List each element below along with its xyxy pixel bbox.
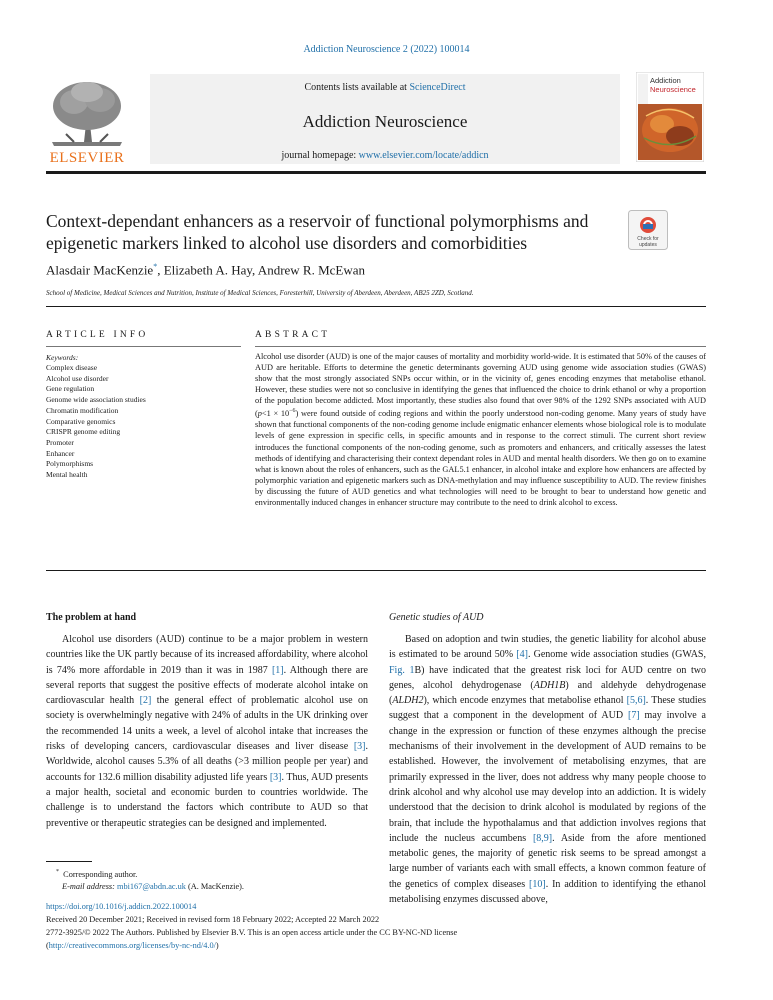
article-info-heading: ARTICLE INFO <box>46 330 149 340</box>
citation-link[interactable]: [7] <box>627 710 640 722</box>
affiliation: School of Medicine, Medical Sciences and Nutrition, Institute of Medical Sciences, Foresterhill, University of Aberdeen, Aberdeen, AB25 2ZD, Scotland. <box>46 289 474 297</box>
section-heading: The problem at hand <box>46 612 137 623</box>
journal-cover-thumbnail <box>636 72 704 162</box>
footnote <box>46 866 244 893</box>
keyword: Polymorphisms <box>46 459 94 469</box>
keyword: Complex disease <box>46 363 98 372</box>
elsevier-logo <box>46 72 128 168</box>
elsevier-wordmark: ELSEVIER <box>49 150 125 166</box>
abstract-text: Alcohol use disorder (AUD) is one of the major causes of mortality and morbidity world-wide. It is estimated that 50% of the causes of AUD are heritable. Efforts to determine the genetic determinants governing AUD using genome wide association studies (GWAS) show that the most strongly associated SNPs occur within, or in the vicinity of, genes encoding enzymes that metabolise ethanol. However, these studies were not so conclusive in identifying the genes that influenced the choice to drink ethanol or why a proportion of the population become addicted. Most importantly, these studies also found that over 98% of the 1292 SNPs associated with AUD $(p<1 \times 10^{-6})$ were found outside of coding regions and within the poorly understood non-coding genome. Many years of study have shown that functional components of the non-coding genome include enigmatic enhancer elements whose biological role is to modulate levels of gene expression in specific cells, in specific amounts and in response to the correct stimuli. The current short review introduces the functional components of the non-coding genome, such as promoters and enhancers, and critically assesses the latest methods of identifying and characterising their context dependant roles in AUD and mental health disorders. We then go on to examine what is known about the roles of enhancers, such as the GAL5.1 enhancer, in alcohol intake and explore how enhancers are affected by polymorphic variation and epigenetic markers such as DNA-methylation and may influence susceptibility to AUD. The review finishes by discussing the future of AUD genetics and what technologies will need to be brought to bear to understand how genetic and environmentally induced changes in enhancer structure may contribute to the need to drink alcohol to excess. <box>255 352 707 507</box>
figure-link[interactable]: Fig. 1 <box>389 664 415 676</box>
divider <box>46 570 706 571</box>
corresponding-author-mark[interactable]: * <box>153 262 158 271</box>
citation-link[interactable]: [5,6] <box>626 695 646 707</box>
citation-link[interactable]: [8,9] <box>532 832 553 844</box>
header-rule <box>46 171 706 174</box>
keyword: Chromatin modification <box>46 405 119 415</box>
homepage-prefix: journal homepage: <box>281 150 359 161</box>
publication-info <box>46 900 457 952</box>
corresponding-note: * Corresponding author. <box>56 869 138 879</box>
keyword: Enhancer <box>46 448 75 458</box>
doi-link[interactable]: https://doi.org/10.1016/j.addicn.2022.100014 <box>46 902 197 911</box>
citation-link[interactable]: [10] <box>529 878 546 890</box>
footnote-rule <box>46 861 92 862</box>
citation-link[interactable]: [4] <box>516 649 528 661</box>
citation-link[interactable]: [1] <box>271 664 284 676</box>
keyword-list <box>46 363 146 481</box>
citation-link[interactable]: [3] <box>269 771 282 783</box>
keyword: Promoter <box>46 437 74 447</box>
article-title: Context-dependant enhancers as a reservoir of functional polymorphisms and epigenetic markers linked to alcohol use disorders and comorbidities <box>46 211 589 253</box>
keyword: Alcohol use disorder <box>46 373 109 383</box>
keyword: Comparative genomics <box>46 416 116 426</box>
check-updates-label: Check for updates <box>637 236 659 248</box>
email-line: E-mail address: mbi167@abdn.ac.uk (A. MacKenzie). <box>62 881 244 891</box>
body-paragraph: Alcohol use disorders (AUD) continue to be a major problem in western countries like the UK partly because of its increased affordability, where alcohol is 74% more affordable in 2019 than it was in 1987 [1]. Although there are several reports that suggest the positive effects of moderate alcohol intake on cardiovascular health [2] the general effect of problematic alcohol use on society is overwhelmingly negative with 24% of adults in the UK drinking over the recommended 14 units a week, a level of alcohol intake that increases the risks of developing cancers, cardiovascular diseases and liver disease [3]. Worldwide, alcohol causes 5.3% of all deaths (>3 million people per year) and accounts for 132.6 million disability adjusted life years [3]. Thus, AUD presents a major health, societal and economic burden to countries worldwide. The challenge is to understand the factors which contribute to AUD so that preventive or therapeutic strategies can be designed and implemented. <box>46 634 369 829</box>
homepage-link[interactable]: www.elsevier.com/locate/addicn <box>358 150 489 161</box>
received-dates: Received 20 December 2021; Received in revised form 18 February 2022; Accepted 22 March 2022 <box>46 915 380 924</box>
license-link[interactable]: http://creativecommons.org/licenses/by-nc-nd/4.0/ <box>48 941 216 950</box>
contents-prefix: Contents lists available at <box>304 82 410 93</box>
divider <box>46 306 706 307</box>
keyword: Mental health <box>46 470 88 480</box>
keywords-label: Keywords: <box>46 353 79 362</box>
contents-line <box>150 82 620 93</box>
sciencedirect-link[interactable]: ScienceDirect <box>409 82 466 93</box>
author-list <box>46 262 365 278</box>
cover-title-line1: Addiction <box>650 76 681 85</box>
section-heading: Genetic studies of AUD <box>389 612 484 623</box>
abstract-heading: ABSTRACT <box>255 330 331 340</box>
homepage-line <box>150 150 620 161</box>
check-for-updates-badge[interactable] <box>628 210 668 250</box>
author-name: Alasdair MacKenzie <box>46 262 154 278</box>
license-line: (http://creativecommons.org/licenses/by-nc-nd/4.0/) <box>46 941 219 950</box>
email-link[interactable]: mbi167@abdn.ac.uk <box>117 881 186 891</box>
divider <box>255 346 706 347</box>
keyword: Genome wide association studies <box>46 395 146 405</box>
citation-link[interactable]: [3] <box>353 741 366 753</box>
keyword: Gene regulation <box>46 384 95 394</box>
body-paragraph: Based on adoption and twin studies, the genetic liability for alcohol abuse is estimated to be around 50% [4]. Genome wide association studies (GWAS, Fig. 1B) have indicated that the greatest risk loci for AUD centre on two genes, alcohol dehydrogenase (ADH1B) and aldehyde dehydrogenase (ALDH2), which encode enzymes that metabolise ethanol [5,6]. These studies suggest that a component in the development of AUD [7] may involve a change in the expression or function of these enzymes although the precise mechanisms of their involvement in the development of AUD remains to be established. However, the involvement of metabolising enzymes, that are primarily expressed in the liver, does not address why many people choose to drink alcohol and why alcohol use may develop into an addiction. It is widely understood that the decision to drink alcohol is modulated by regions of the brain, that include the hypothalamus and that addiction involves regions that include the nucleus accumbens [8,9]. Aside from the afore mentioned metabolic genes, the majority of genetic risk seems to be spread amongst a large number of variants each with small effects, a known common feature of the genetics of complex diseases [10]. In addition to identifying the ethanol metabolising enzymes discussed above, <box>389 634 706 906</box>
co-authors: , Elizabeth A. Hay, Andrew R. McEwan <box>157 262 366 278</box>
divider <box>46 346 241 347</box>
keyword: CRISPR genome editing <box>46 427 121 437</box>
license-text: 2772-3925/© 2022 The Authors. Published by Elsevier B.V. This is an open access article under the CC BY-NC-ND license <box>46 928 458 937</box>
citation-link[interactable]: [2] <box>139 695 152 707</box>
journal-title: Addiction Neuroscience <box>302 112 468 131</box>
journal-reference[interactable]: Addiction Neuroscience 2 (2022) 100014 <box>303 44 470 55</box>
cover-title-line2: Neuroscience <box>650 85 696 94</box>
